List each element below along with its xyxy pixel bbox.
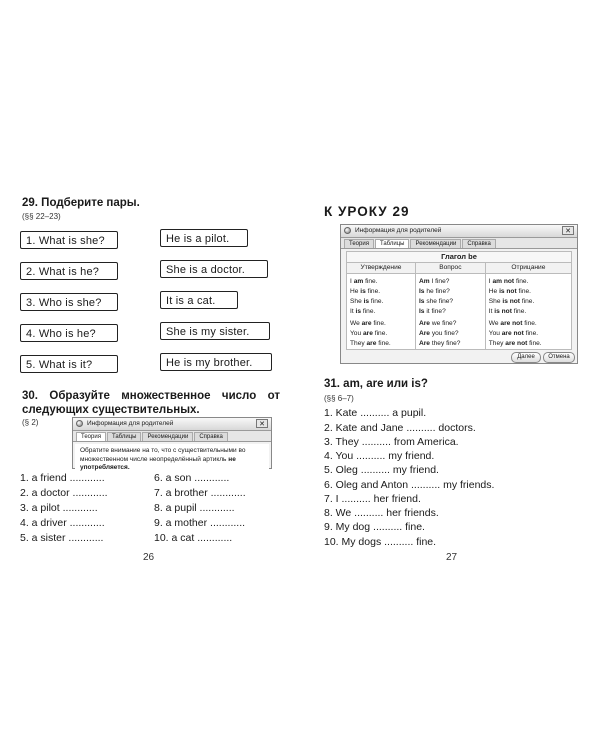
table-cell: It is not fine. (488, 308, 527, 315)
question-box: 2. What is he? (20, 262, 118, 280)
table-cell: Is it fine? (418, 308, 446, 315)
tab-help[interactable]: Справка (462, 239, 496, 248)
sentence-item: 8. We .......... her friends. (324, 507, 439, 519)
window-tabs (73, 431, 271, 442)
tab-theory[interactable]: Теория (344, 239, 374, 248)
answer-box: She is a doctor. (160, 260, 268, 278)
exercise-29-title: 29. Подберите пары. (22, 197, 140, 209)
negative-column (485, 274, 571, 350)
tab-theory[interactable]: Теория (76, 432, 106, 441)
sentence-item: 6. Oleg and Anton .......... my friends. (324, 479, 495, 491)
table-cell: I am not fine. (488, 278, 529, 285)
info-icon (76, 420, 83, 427)
table-cell: Are you fine? (418, 330, 459, 337)
note-bold-text: не употребляется. (80, 455, 236, 471)
right-page (300, 0, 600, 750)
note-text: Обратите внимание на то, что с существительными во множественном числе неопределённый артикль (80, 447, 246, 463)
table-cell: She is not fine. (488, 298, 535, 305)
info-icon (344, 227, 351, 234)
table-cell: You are not fine. (488, 330, 539, 337)
close-icon[interactable]: ✕ (256, 419, 268, 428)
word-item: 9. a mother ............ (154, 517, 246, 529)
table-cell: Is she fine? (418, 298, 454, 305)
sentence-item: 4. You .......... my friend. (324, 450, 435, 462)
exercise-31-reference: (§§ 6–7) (324, 394, 354, 403)
table-title: Глагол be (347, 252, 572, 263)
tab-tables[interactable]: Таблицы (375, 239, 410, 248)
table-cell: Is he fine? (418, 288, 450, 295)
exercise-31-title: 31. am, are или is? (324, 378, 428, 390)
table-cell: Am I fine? (418, 278, 450, 285)
exercise-30-reference: (§ 2) (22, 418, 39, 427)
answer-box: He is a pilot. (160, 229, 248, 247)
table-cell: They are not fine. (488, 340, 542, 347)
page-number: 27 (446, 552, 458, 563)
exercise-30-title-line1: 30. Образуйте множественное число от (22, 390, 280, 402)
window-titlebar (73, 418, 271, 431)
question-box: 1. What is she? (20, 231, 118, 249)
answer-box: She is my sister. (160, 322, 270, 340)
tab-tables[interactable]: Таблицы (107, 432, 142, 441)
page-number: 26 (143, 552, 155, 563)
word-item: 1. a friend ............ (20, 472, 105, 484)
word-item: 2. a doctor ............ (20, 487, 108, 499)
column-header-affirmative: Утверждение (347, 263, 416, 274)
close-icon[interactable]: ✕ (562, 226, 574, 235)
lesson-heading: К УРОКУ 29 (324, 204, 410, 219)
tab-help[interactable]: Справка (194, 432, 228, 441)
question-box: 5. What is it? (20, 355, 118, 373)
cancel-button[interactable]: Отмена (543, 352, 575, 363)
question-column (415, 274, 485, 350)
window-title: Информация для родителей (87, 420, 174, 427)
word-item: 10. a cat ............ (154, 532, 233, 544)
sentence-item: 5. Oleg .......... my friend. (324, 464, 439, 476)
table-cell: We are fine. (350, 320, 386, 327)
sentence-item: 7. I .......... her friend. (324, 493, 421, 505)
word-item: 5. a sister ............ (20, 532, 104, 544)
word-item: 8. a pupil ............ (154, 502, 235, 514)
word-item: 3. a pilot ............ (20, 502, 98, 514)
column-header-negative: Отрицание (485, 263, 571, 274)
word-item: 6. a son ............ (154, 472, 230, 484)
next-button[interactable]: Далее (511, 352, 541, 363)
window-tabs (341, 238, 577, 249)
verb-be-table (346, 251, 572, 350)
word-item: 4. a driver ............ (20, 517, 105, 529)
exercise-30-title-line2: следующих существительных. (22, 404, 200, 416)
parents-info-window (340, 224, 578, 364)
table-cell: Are they fine? (418, 340, 461, 347)
word-item: 7. a brother ............ (154, 487, 246, 499)
window-title: Информация для родителей (355, 227, 442, 234)
tab-recommendations[interactable]: Рекомендации (410, 239, 461, 248)
table-cell: It is fine. (350, 308, 376, 315)
affirmative-column (347, 274, 416, 350)
table-cell: You are fine. (350, 330, 388, 337)
parents-info-window (72, 417, 272, 469)
table-cell: They are fine. (350, 340, 391, 347)
sentence-item: 9. My dog .......... fine. (324, 521, 425, 533)
exercise-29-reference: (§§ 22–23) (22, 212, 61, 221)
sentence-item: 10. My dogs .......... fine. (324, 536, 437, 548)
question-box: 3. Who is she? (20, 293, 118, 311)
sentence-item: 2. Kate and Jane .......... doctors. (324, 422, 476, 434)
table-cell: He is fine. (350, 288, 381, 295)
tab-recommendations[interactable]: Рекомендации (142, 432, 193, 441)
table-cell: I am fine. (350, 278, 378, 285)
sentence-item: 1. Kate .......... a pupil. (324, 407, 427, 419)
table-cell: He is not fine. (488, 288, 531, 295)
window-titlebar (341, 225, 577, 238)
column-header-question: Вопрос (415, 263, 485, 274)
answer-box: He is my brother. (160, 353, 272, 371)
table-cell: She is fine. (350, 298, 384, 305)
table-cell: We are not fine. (488, 320, 537, 327)
table-cell: Are we fine? (418, 320, 457, 327)
answer-box: It is a cat. (160, 291, 238, 309)
question-box: 4. Who is he? (20, 324, 118, 342)
sentence-item: 3. They .......... from America. (324, 436, 459, 448)
